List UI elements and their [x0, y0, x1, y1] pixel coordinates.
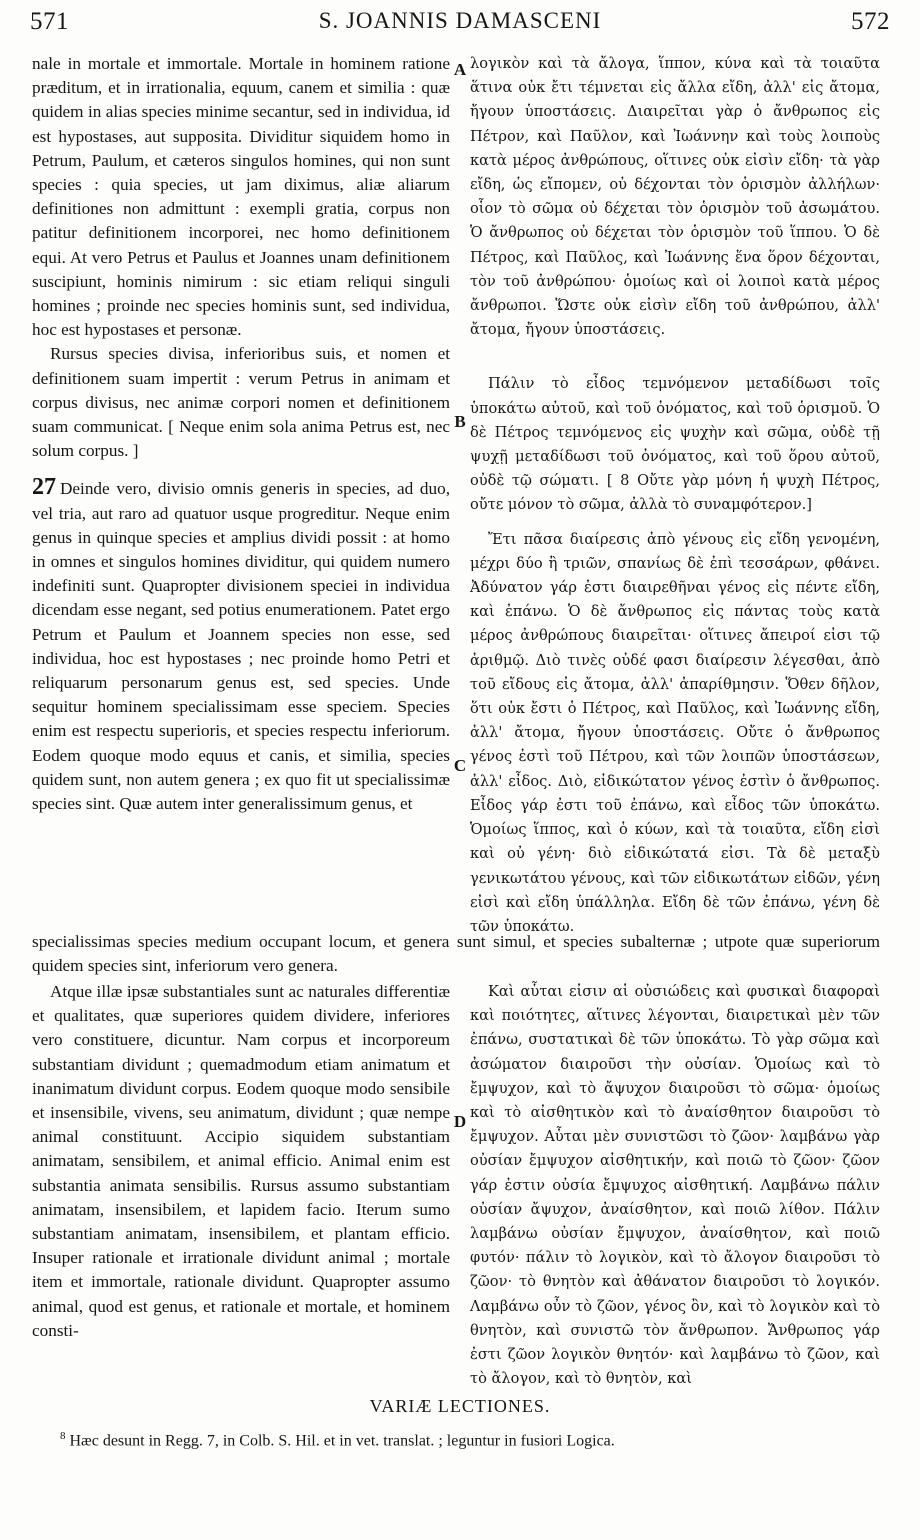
- greek-paragraph-1: λογικὸν καὶ τὰ ἄλογα, ἵππον, κύνα καὶ τὰ τοιαῦτα ἅτινα οὐκ ἔτι τέμνεται εἰς ἄλλα εἴδη, ἀλλ' εἰς ἄτομα, ἤγουν ὑποστάσεις. Διαιρεῖται γὰρ ὁ ἄνθρωπος εἰς Πέτρον, καὶ Παῦλον, καὶ Ἰωάννην καὶ τοὺς λοιποὺς κατὰ μέρος ἀνθρώπους, οἵτινες οὐκ εἰσὶν εἴδη· τὰ γὰρ εἴδη, ὡς εἴπομεν, οὐ δέχονται τὸν ὁρισμὸν ἀλλήλων· οἷον τὸ σῶμα οὐ δέχεται τὸν ὁρισμὸν τοῦ ἀσωμάτου. Ὁ ἄνθρωπος οὐ δέχεται τὸν ὁρισμὸν τοῦ ἵππου. Ὁ δὲ Πέτρος, καὶ Παῦλος, καὶ Ἰωάννης ἕνα ὅρον δέχονται, τὸν τοῦ ἀνθρώπου· ὁμοίως καὶ οἱ λοιποὶ κατὰ μέρος ἄνθρωποι. Ὥστε οὐκ εἰσὶν εἴδη τοῦ ἀνθρώπου, ἀλλ' ἄτομα, ἤγουν ὑποστάσεις.: [470, 55, 880, 339]
- margin-letter-b: B: [454, 412, 466, 431]
- latin-paragraph-1: nale in mortale et immortale. Mortale in hominem ratione præditum, et in irrationalia, equum, canem et similia : quæ quidem in alias species minime secantur, sed in individua, id est hypostases, aut supposita. Dividitur siquidem homo in Petrum, Paulum, et cæteros singulos homines, qui non sunt species : quia species, ut jam diximus, aliæ aliarum definitiones non admittunt : exempli gratia, corpus non patitur definitionem incorporei, nec homo definitionem equi. At vero Petrus et Paulus et Joannes unam definitionem suscipiunt, hominis nimirum : sic etiam reliqui singuli homines ; proinde nec species hominis sunt, sed individua, hoc est hypostases et personæ.: [32, 54, 450, 340]
- latin-full-width-line: specialissimas species medium occupant locum, et genera sunt simul, et species subalternæ ; utpote quæ superiorum quidem species sint, inferiorum vero genera.: [32, 932, 880, 976]
- running-header: [30, 4, 890, 40]
- footnote-marker: 8: [60, 1430, 66, 1442]
- running-title: S. JOANNIS DAMASCENI: [318, 8, 602, 33]
- greek-paragraph-4: Καὶ αὗται εἰσιν αἱ οὐσιώδεις καὶ φυσικαὶ διαφοραὶ καὶ ποιότητες, αἵτινες λέγονται, διαιρετικαὶ μὲν τῶν ἐπάνω, συστατικαὶ δὲ τῶν ὑποκάτω. Τὸ γὰρ σῶμα καὶ ἀσώματον διαιροῦσι τὴν οὐσίαν. Ὁμοίως καὶ τὸ ἔμψυχον, καὶ τὸ ἄψυχον διαιροῦσι τὸ σῶμα· ὁμοίως καὶ τὸ αἰσθητικὸν καὶ τὸ ἀναίσθητον διαιροῦσι τὸ ἔμψυχον. Αὗται μὲν συνιστῶσι τὸ ζῶον· λαμβάνω γὰρ οὐσίαν ἔμψυχον αἰσθητικήν, καὶ ποιῶ τὸ ζῶον· ζῶον γάρ ἐστιν οὐσία ἔμψυχος αἰσθητική. Λαμβάνω πάλιν οὐσίαν ἄψυχον, ἀναίσθητον, καὶ ποιῶ λίθον. Πάλιν λαμβάνω οὐσίαν ἔμψυχον, ἀναίσθητον, καὶ ποιῶ φυτόν· πάλιν τὸ λογικὸν, καὶ τὸ ἄλογον διαιροῦσι τὸ ζῶον· τὸ θνητὸν καὶ ἀθάνατον διαιροῦσι τὸ λογικόν. Λαμβάνω οὖν τὸ ζῶον, γένος ὂν, καὶ τὸ λογικὸν καὶ τὸ θνητὸν, καὶ συνιστῶ τὸν ἄνθρωπον. Ἄνθρωπος γάρ ἐστι ζῶον λογικὸν θνητόν· καὶ λαμβάνω τὸ ζῶον, καὶ τὸ ἄλογον, καὶ τὸ θνητὸν, καὶ: [470, 983, 880, 1388]
- margin-letter-c: C: [453, 756, 467, 775]
- latin-column-top: [32, 52, 450, 816]
- margin-letter-a: A: [453, 60, 467, 79]
- latin-paragraph-2: Rursus species divisa, inferioribus suis, et nomen et definitionem suam impertit : verum Petrus in animam et corpus divisus, nec animæ corpori nomen et definitionem suam communicat. [ Neque enim sola anima Petrus est, nec solum corpus. ]: [32, 344, 450, 461]
- footnote-text: Hæc desunt in Regg. 7, in Colb. S. Hil. et in vet. translat. ; leguntur in fusiori Logica.: [69, 1432, 615, 1450]
- section-number: 27: [32, 474, 56, 501]
- variae-lectiones-title: VARIÆ LECTIONES.: [369, 1396, 551, 1416]
- page-number-right: 572: [851, 8, 890, 35]
- variae-lectiones-note: [60, 1425, 880, 1452]
- greek-paragraph-3: Ἔτι πᾶσα διαίρεσις ἀπὸ γένους εἰς εἴδη γενομένη, μέχρι δύο ἢ τριῶν, σπανίως δὲ ἐπὶ τεσσάρων, φθάνει. Ἀδύνατον γάρ ἐστι διαιρεθῆναι γένος εἰς πέντε εἴδη, καὶ ἐπάνω. Ὁ δὲ ἄνθρωπος εἰς πάντας τοὺς κατὰ μέρος ἀνθρώπους διαιρεῖται· οἵτινες ἄπειροί εἰσι τῷ ἀριθμῷ. Διὸ τινὲς οὐδέ φασι διαίρεσιν λέγεσθαι, ἀπὸ τοῦ εἴδους εἰς ἄτομα, ἀλλ' ἀπαρίθμησιν. Ὅθεν δῆλον, ὅτι οὐκ ἔστι ὁ Πέτρος, καὶ Παῦλος, καὶ Ἰωάννης εἴδη, ἀλλ' ἄτομα, ἤγουν ὑποστάσεις. Οὔτε ὁ ἄνθρωπος γένος ἐστὶ τοῦ Πέτρου, καὶ τῶν λοιπῶν ὑποστάσεων, ἀλλ' εἶδος. Διὸ, εἰδικώτατον γένος ἐστὶν ὁ ἄνθρωπος. Εἶδος γάρ ἐστι τοῦ ἐπάνω, καὶ εἶδος τῶν ὑποκάτω. Ὁμοίως ἵππος, καὶ ὁ κύων, καὶ τὰ τοιαῦτα, εἴδη εἰσὶ καὶ οὐ γένη· διὸ εἰδικώτατά εἰσι. Τὰ δὲ μεταξὺ γενικωτάτου γένους, καὶ τῶν εἰδικωτάτων εἰδῶν, γένη εἰσὶ καὶ εἴδη ὑπάλληλα. Εἴδη δὲ τῶν ἐπάνω, γένη δὲ τῶν ὑποκάτω.: [470, 530, 880, 935]
- page-number-left: 571: [30, 8, 69, 35]
- latin-column-bottom: [32, 980, 450, 1343]
- greek-column-top: [470, 52, 880, 939]
- margin-letter-d: D: [453, 1112, 467, 1131]
- greek-paragraph-2: Πάλιν τὸ εἶδος τεμνόμενον μεταδίδωσι τοῖς ὑποκάτω αὐτοῦ, καὶ τοῦ ὀνόματος, καὶ τοῦ ὁρισμοῦ. Ὁ δὲ Πέτρος τεμνόμενος εἰς ψυχὴν καὶ σῶμα, οὐδὲ τῇ ψυχῇ μεταδίδωσι τοῦ ὀνόματος, καὶ τοῦ ὅρου αὐτοῦ, οὐδὲ τῷ σώματι. [ 8 Οὔτε γὰρ μόνη ἡ ψυχὴ Πέτρος, οὔτε μόνον τὸ σῶμα, ἀλλὰ τὸ συναμφότερον.]: [470, 375, 880, 514]
- latin-paragraph-27: [32, 475, 450, 816]
- latin-paragraph-27-text: Deinde vero, divisio omnis generis in species, ad duo, vel tria, aut raro ad quatuor usque progreditur. Neque enim genus in quinque species et amplius dividi possit : at homo in omnes et singulos homines dividitur, qui quidem numero indefiniti sunt. Quapropter divisionem speciei in individua dicendam esse negant, sed potius enumerationem. Patet ergo Petrum et Paulum et Joannem species non esse, sed individua, hoc est hypostases ; nec proinde homo Petri et reliquarum personarum genus est, sed species. Unde sequitur hominem specialissimam esse speciem. Species enim est respectu superioris, et species respectu inferiorum. Eodem quoque modo equus et canis, et similia, species quidem sunt, non autem genera ; ex quo fit ut specialissimæ species sint. Quæ autem inter generalissimum genus, et: [32, 479, 450, 814]
- greek-column-bottom: [470, 980, 880, 1391]
- latin-paragraph-4: Atque illæ ipsæ substantiales sunt ac naturales differentiæ et qualitates, quæ superiores quidem dividere, inferiores vero constituere, dicuntur. Nam corpus et incorporeum substantiam dividunt ; quemadmodum etiam animatum et inanimatum dividunt corpus. Eodem quoque modo sensibile et insensibile, vivens, seu animatum, dividunt ; quæ nempe animal constituunt. Accipio siquidem substantiam animatam, sensibilem, et animal efficio. Animal enim est substantia animata sensibilis. Rursus assumo substantiam animatam, insensibilem, et lapidem facio. Iterum sumo substantiam animatam, insensibilem, et plantam efficio. Insuper rationale et irrationale dividunt animal ; mortale item et immortale, rationale dividunt. Quapropter assumo animal, quod est genus, et rationale et mortale, et hominem consti-: [32, 982, 450, 1340]
